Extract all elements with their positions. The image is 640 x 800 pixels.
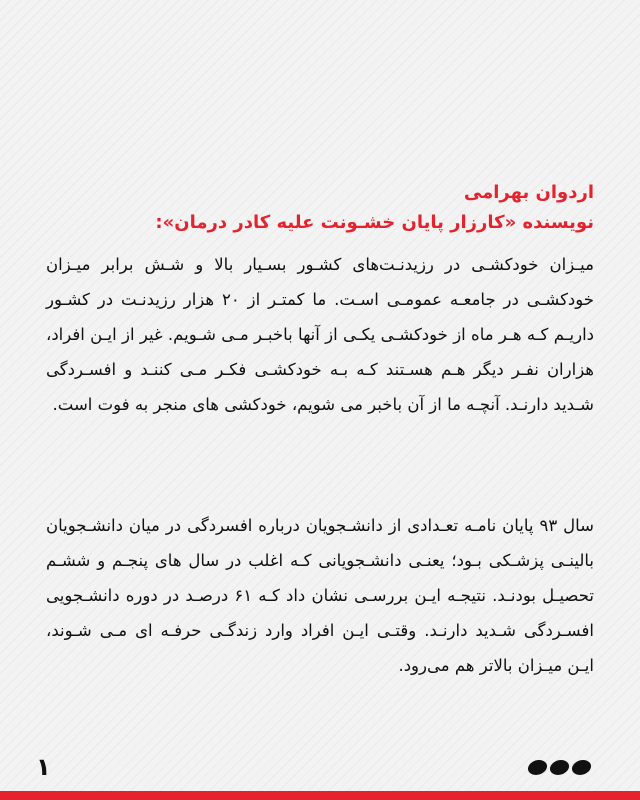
dot-icon [570, 760, 592, 775]
author-name: اردوان بهرامی [463, 182, 594, 203]
article-header [46, 178, 594, 238]
paragraph-2: سال ۹۳ پایان نامـه تعـدادی از دانشـجویان درباره افسردگی در میان دانشـجویان بالینـی پزشـکی بـود؛ یعنـی دانشـجویانی کـه اغلب در سال های پنجـم و ششـم تحصیـل بودنـد. نتیجـه ایـن بررسـی نشان داد کـه ۶۱ درصـد در دوره دانشـجویی افسـردگی شـدید دارنـد. وقتـی ایـن افراد وارد زندگـی حرفـه ای مـی شـوند، ایـن میـزان بالاتر هم می‌رود. [46, 516, 594, 675]
paragraph-1: میـزان خودکشـی در رزیدنـت‌های کشـور بسـیار بالا و شـش برابر میـزان خودکشـی در جامعـه عمومـی اسـت. ما کمتـر از ۲۰ هزار رزیدنـت در کشـور داریـم کـه هـر ماه از خودکشـی یکـی از آنها باخبـر مـی شـویم. غیر از ایـن افراد، هزاران نفـر دیگر هـم هسـتند کـه بـه خودکشـی فکـر مـی کننـد و افسـردگی شـدید دارنـد. آنچـه ما از آن باخبر می شویم، خودکشی های منجر به فوت است. [46, 255, 594, 414]
three-dots-icon [528, 758, 592, 778]
page-number: ۱ [36, 753, 51, 781]
author-role: نویسنده «کارزار پایان خشـونت علیه کادر درمان»: [155, 212, 594, 233]
dot-icon [548, 760, 570, 775]
bottom-accent-bar [0, 791, 640, 800]
dot-icon [526, 760, 548, 775]
